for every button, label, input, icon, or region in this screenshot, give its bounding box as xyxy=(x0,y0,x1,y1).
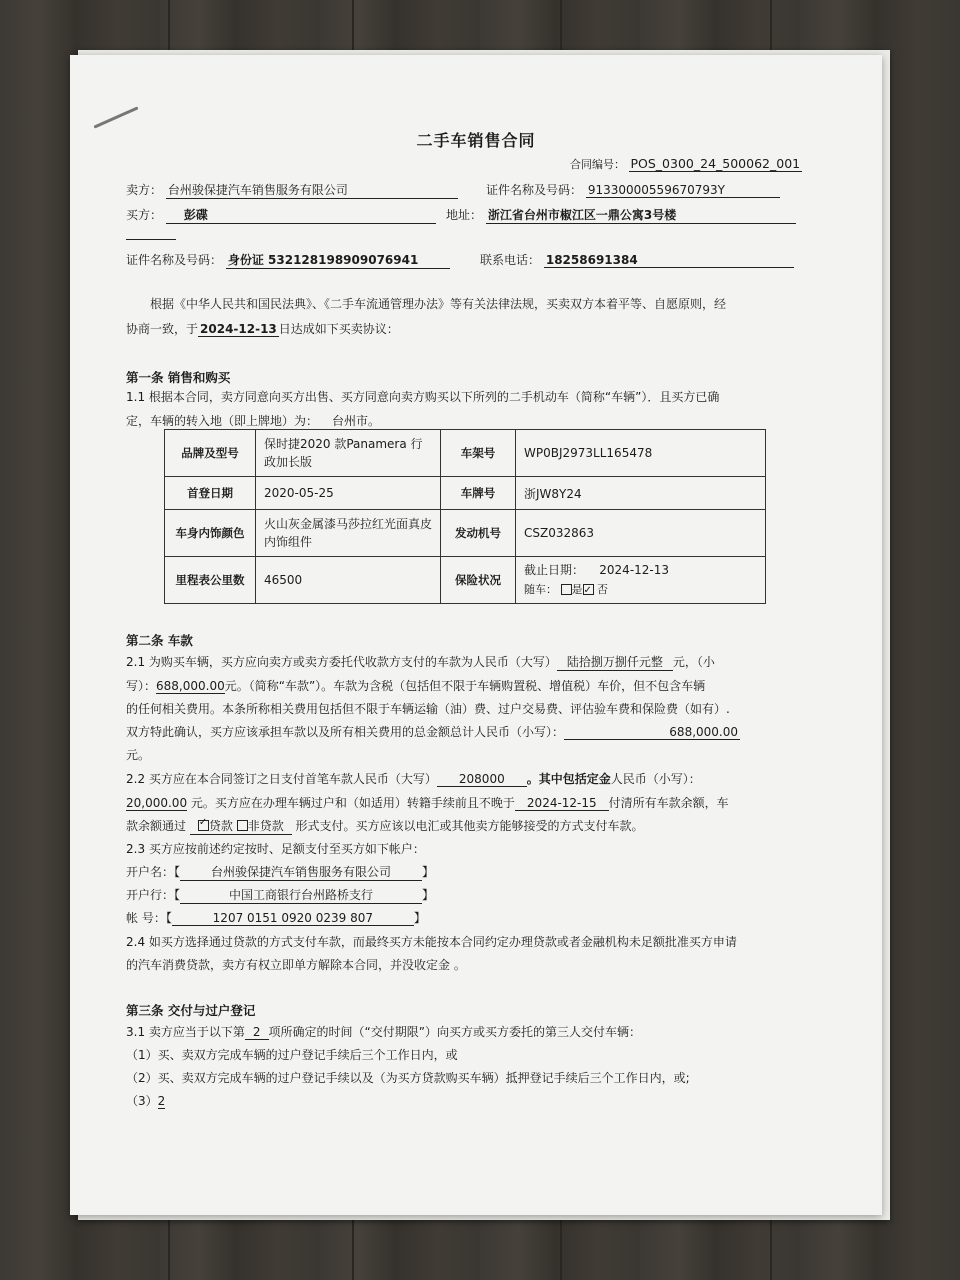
buyer-row: 买方： 彭碟 xyxy=(126,206,436,224)
seller-id-row: 证件名称及号码： 91330000559670793Y xyxy=(486,181,780,198)
page-title: 二手车销售合同 xyxy=(416,131,536,150)
address-row: 地址： 浙江省台州市椒江区一鼎公寓3号楼 xyxy=(446,206,796,224)
buyer-address: 浙江省台州市椒江区一鼎公寓3号楼 xyxy=(486,206,796,224)
article-1-1-line-1: 1.1 根据本合同，卖方同意向买方出售、买方同意向卖方购买以下所列的二手机动车（简称“车辆”）．且买方已确 xyxy=(126,390,720,404)
buyer-name: 彭碟 xyxy=(166,206,436,224)
article-1-1-line-2: 定，车辆的转入地（即上牌地）为： 台州市。 xyxy=(126,412,394,430)
bank-name: 中国工商银行台州路桥支行 xyxy=(180,886,422,904)
article-2-1-line-2: 写）：688,000.00元。（简称“车款”）。车款为含税（包括但不限于车辆购置税、增值税）车价，但不包含车辆 xyxy=(126,679,706,693)
article-3-1: 3.1 卖方应当于以下第 2 项所确定的时间（“交付期限”）向买方或买方委托的第三人交付车辆： xyxy=(126,1025,641,1039)
seller-name: 台州骏保捷汽车销售服务有限公司 xyxy=(166,181,458,199)
article-2-1-line-4: 双方特此确认，买方应该承担车款以及所有相关费用的总金额总计人民币（小写）： 688,000.00 xyxy=(126,725,739,739)
brand-value: 保时捷2020 款Panamera 行政加长版 xyxy=(256,430,441,477)
loan-checkbox[interactable] xyxy=(198,820,209,831)
transfer-place: 台州市。 xyxy=(318,412,394,430)
preamble-line-2: 协商一致，于 2024-12-13 日达成如下买卖协议： xyxy=(126,322,399,336)
article-2-1-line-3: 的任何相关费用。本条所称相关费用包括但不限于车辆运输（油）费、过户交易费、评估验车费和保险费（如有）. xyxy=(126,702,730,716)
amount-upper: 陆拾捌万捌仟元整 xyxy=(557,653,673,671)
insurance-label: 保险状况 xyxy=(441,557,516,604)
delivery-option: 2 xyxy=(245,1025,269,1040)
phone-row: 联系电话： 18258691384 xyxy=(480,251,794,268)
balance-due-date: 2024-12-15 xyxy=(515,796,609,811)
article-2-4-line-1: 2.4 如买方选择通过贷款的方式支付车款，而最终买方未能按本合同约定办理贷款或者金融机构未足额批准买方申请 xyxy=(126,935,737,949)
article-2-2-line-3: 款余额通过 ✓ 贷款 非贷款 形式支付。买方应该以电汇或其他卖方能够接受的方式支付车款。 xyxy=(126,817,644,835)
contract-page xyxy=(70,55,882,1215)
plate-label: 车牌号 xyxy=(441,477,516,510)
amount-lower: 688,000.00 xyxy=(156,679,225,693)
agreement-date: 2024-12-13 xyxy=(200,322,277,336)
engine-value: CSZ032863 xyxy=(516,510,766,557)
article-2-2-line-1: 2.2 买方应在本合同签订之日支付首笔车款人民币（大写） 208000 。其中包括定金人民币（小写）： xyxy=(126,772,701,786)
article-3-item-3: （3）2 xyxy=(126,1094,166,1108)
with-car-no-checkbox[interactable] xyxy=(583,584,594,595)
insurance-value: 截止日期： 2024-12-13 随车： 是✓ 否 xyxy=(516,557,766,604)
color-label: 车身内饰颜色 xyxy=(165,510,256,557)
seller-row: 卖方： 台州骏保捷汽车销售服务有限公司 xyxy=(126,181,458,199)
address-continuation-line xyxy=(126,239,176,240)
article-2-heading: 第二条 车款 xyxy=(126,633,193,648)
article-3-item-2: （2）买、卖双方完成车辆的过户登记手续以及（为买方贷款购买车辆）抵押登记手续后三个工作日内，或; xyxy=(126,1071,690,1085)
contract-number: 合同编号： POS_0300_24_500062_001 xyxy=(570,156,801,171)
plate-value: 浙JW8Y24 xyxy=(516,477,766,510)
buyer-id: 身份证 532128198909076941 xyxy=(226,251,450,269)
payment-method: ✓ 贷款 非贷款 xyxy=(190,817,292,835)
account-number-row: 帐 号：【 1207 0151 0920 0239 807 】 xyxy=(126,911,426,925)
table-row xyxy=(165,477,766,510)
vin-value: WP0BJ2973LL165478 xyxy=(516,430,766,477)
first-payment: 208000 xyxy=(437,772,527,787)
table-row xyxy=(165,557,766,604)
mileage-value: 46500 xyxy=(256,557,441,604)
insurance-expiry: 2024-12-13 xyxy=(599,563,670,577)
total-amount: 688,000.00 xyxy=(564,725,740,740)
article-1-heading: 第一条 销售和购买 xyxy=(126,370,231,385)
buyer-phone: 18258691384 xyxy=(544,253,794,268)
seller-id: 91330000559670793Y xyxy=(586,183,780,198)
color-value: 火山灰金属漆马莎拉红光面真皮内饰组件 xyxy=(256,510,441,557)
deposit-amount: 20,000.00 xyxy=(126,796,188,810)
vin-label: 车架号 xyxy=(441,430,516,477)
article-2-2-line-2: 20,000.00 元。买方应在办理车辆过户和（如适用）转籍手续前且不晚于 2024-12-15 付清所有车款余额，车 xyxy=(126,796,729,810)
article-2-3: 2.3 买方应按前述约定按时、足额支付至买方如下帐户： xyxy=(126,842,425,856)
article-3-item-1: （1）买、卖双方完成车辆的过户登记手续后三个工作日内，或 xyxy=(126,1048,458,1062)
account-number: 1207 0151 0920 0239 807 xyxy=(172,911,414,926)
non-loan-checkbox[interactable] xyxy=(237,820,248,831)
account-name-row: 开户名：【 台州骏保捷汽车销售服务有限公司 】 xyxy=(126,865,435,879)
table-row xyxy=(165,430,766,477)
article-2-4-line-2: 的汽车消费贷款，卖方有权立即单方解除本合同，并没收定金 。 xyxy=(126,958,466,972)
reg-date-value: 2020-05-25 xyxy=(256,477,441,510)
reg-date-label: 首登日期 xyxy=(165,477,256,510)
account-name: 台州骏保捷汽车销售服务有限公司 xyxy=(180,863,422,881)
article-2-1-line-5: 元。 xyxy=(126,748,151,762)
with-car-yes-checkbox[interactable] xyxy=(561,584,572,595)
mileage-label: 里程表公里数 xyxy=(165,557,256,604)
article-3-heading: 第三条 交付与过户登记 xyxy=(126,1003,256,1018)
table-row xyxy=(165,510,766,557)
bank-row: 开户行：【 中国工商银行台州路桥支行 】 xyxy=(126,888,435,902)
engine-label: 发动机号 xyxy=(441,510,516,557)
vehicle-table xyxy=(164,429,766,604)
buyer-id-row: 证件名称及号码： 身份证 532128198909076941 xyxy=(126,251,450,269)
brand-label: 品牌及型号 xyxy=(165,430,256,477)
article-2-1-line-1: 2.1 为购买车辆，买方应向卖方或卖方委托代收款方支付的车款为人民币（大写） 陆拾捌万捌仟元整 元，（小 xyxy=(126,655,715,669)
contract-number-value: POS_0300_24_500062_001 xyxy=(630,156,801,171)
preamble-line-1: 根据《中华人民共和国民法典》、《二手车流通管理办法》等有关法律法规，买卖双方本着平等、自愿原则，经 xyxy=(150,297,727,311)
